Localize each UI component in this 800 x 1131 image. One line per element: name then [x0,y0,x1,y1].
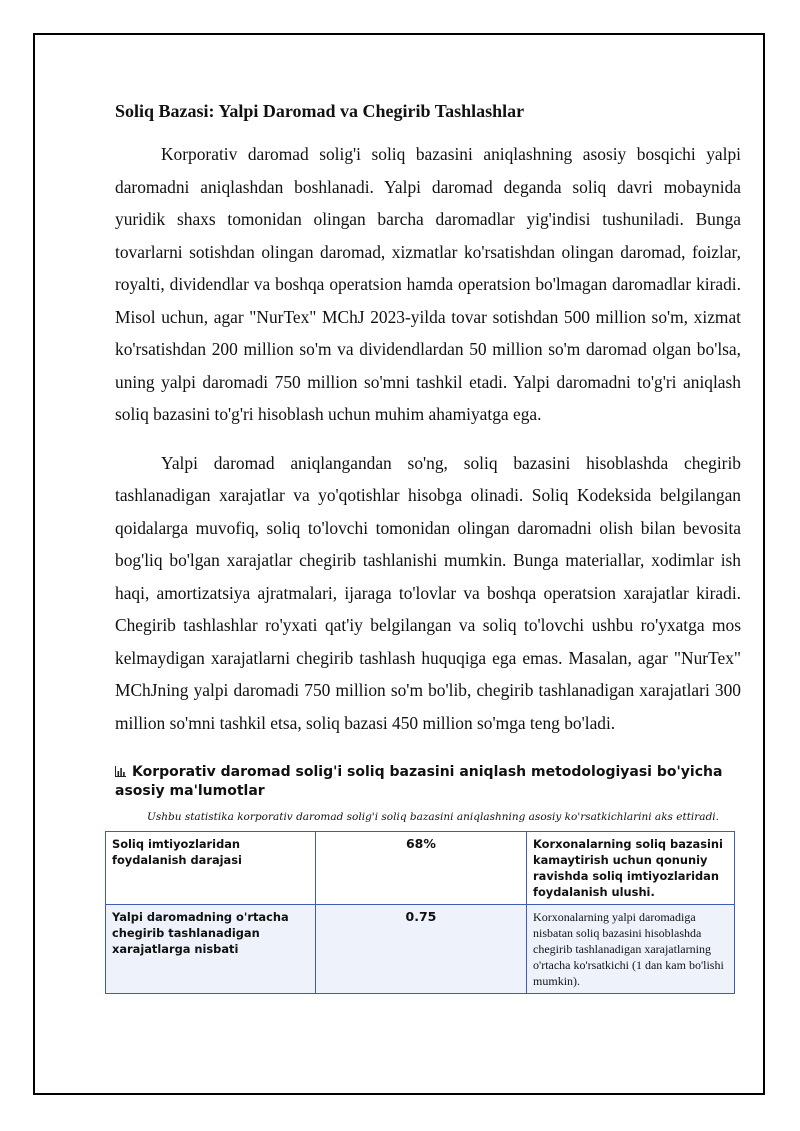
row-value: 68% [315,832,526,905]
bar-chart-icon [115,766,126,777]
paragraph-gross-income: Korporativ daromad solig'i soliq bazasini aniqlashning asosiy bosqichi yalpi daromadni aniqlashdan boshlanadi. Yalpi daromad deganda soliq davri mobaynida yuridik shaxs tomonidan olingan barcha daromadlar yig'indisi tushuniladi. Bunga tovarlarni sotishdan olingan daromad, xizmatlar ko'rsatishdan olingan daromad, foizlar, royalti, dividendlar va boshqa operatsion hamda operatsion bo'lmagan daromadlar kiradi. Misol uchun, agar "NurTex" MChJ 2023-yilda tovar sotishdan 500 million so'm, xizmat ko'rsatishdan 200 million so'm va dividendlardan 50 million so'm daromad olgan bo'lsa, uning yalpi daromadi 750 million so'mni tashkil etadi. Yalpi daromadni to'g'ri aniqlash soliq bazasini to'g'ri hisoblash uchun muhim ahamiyatga ega. [115,144,741,424]
row-description: Korxonalarning yalpi daromadiga nisbatan soliq bazasini hisoblashda chegirib tashlanadigan xarajatlarning o'rtacha ko'rsatkichi (1 dan kam bo'lishi mumkin). [527,905,735,994]
stats-title-text: Korporativ daromad solig'i soliq bazasini aniqlash metodologiyasi bo'yicha asosiy ma'lumotlar [115,764,723,799]
paragraph-deductions: Yalpi daromad aniqlangandan so'ng, soliq bazasini hisoblashda chegirib tashlanadigan xarajatlar va yo'qotishlar hisobga olinadi. Soliq Kodeksida belgilangan qoidalarga muvofiq, soliq to'lovchi tomonidan olingan daromadni olish bilan bevosita bog'liq bo'lgan xarajatlar chegirib tashlanishi mumkin. Bunga materiallar, xodimlar ish haqi, amortizatsiya ajratmalari, ijaraga to'lovlar va boshqa operatsion xarajatlar kiradi. Chegirib tashlashlar ro'yxati qat'iy belgilangan va soliq to'lovchi ushbu ro'yxatga mos kelmaydigan xarajatlarni chegirib tashlash huquqiga ega emas. Masalan, agar "NurTex" MChJning yalpi daromadi 750 million so'm bo'lib, chegirib tashlanadigan xarajatlari 300 million so'mni tashkil etsa, soliq bazasi 450 million so'mga teng bo'ladi. [115,452,741,733]
table-row [106,905,735,994]
row-description: Korxonalarning soliq bazasini kamaytirish uchun qonuniy ravishda soliq imtiyozlaridan foydalanish ulushi. [527,832,735,905]
stats-table [105,831,735,994]
stats-title [115,763,741,801]
document-body [112,98,741,994]
stats-subtitle: Ushbu statistika korporativ daromad solig'i soliq bazasini aniqlashning asosiy ko'rsatkichlarini aks ettiradi. [147,811,719,823]
table-row [106,832,735,905]
row-label: Yalpi daromadning o'rtacha chegirib tashlanadigan xarajatlarga nisbati [106,905,316,994]
row-value: 0.75 [315,905,526,994]
section-heading: Soliq Bazasi: Yalpi Daromad va Chegirib Tashlashlar [115,101,525,121]
row-label: Soliq imtiyozlaridan foydalanish darajasi [106,832,316,905]
